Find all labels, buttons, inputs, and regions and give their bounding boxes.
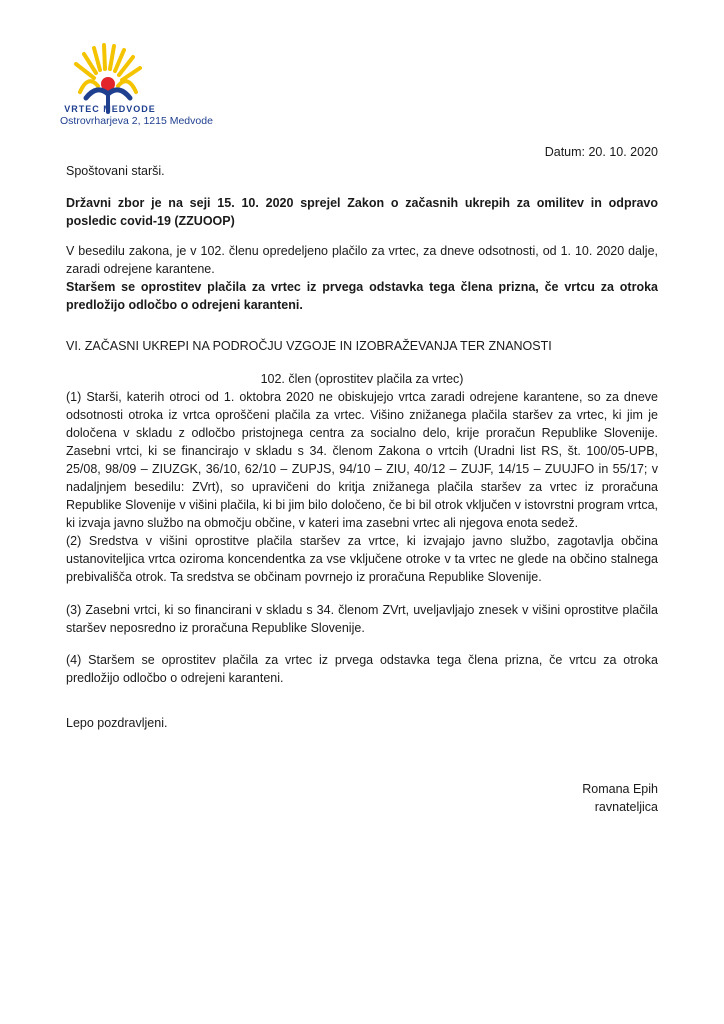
article-paragraph-4: (4) Staršem se oprostitev plačila za vrtec iz prvega odstavka tega člena prizna, če vrtcu za otroka predložijo odločbo o odrejeni karanteni.: [66, 653, 658, 685]
signatory-name: Romana Epih: [582, 782, 658, 796]
article-title: 102. člen (oprostitev plačila za vrtec): [260, 372, 464, 386]
law-summary-paragraph: [66, 242, 658, 314]
signature-block: [582, 780, 658, 816]
article-paragraph-3: (3) Zasebni vrtci, ki so financirani v skladu s 34. členom ZVrt, uveljavljajo znesek v višini oprostitve plačila staršev neposredno iz proračuna Republike Slovenije.: [66, 603, 658, 635]
law-summary-bold-text: Staršem se oprostitev plačila za vrtec iz prvega odstavka tega člena prizna, če vrtcu za otroka predložijo odločbo o odrejeni karanteni.: [66, 280, 658, 312]
logo-name-text: VRTEC MEDVODE: [64, 104, 156, 114]
logo-address: Ostrovrharjeva 2, 1215 Medvode: [60, 115, 213, 127]
article-paragraph-1: (1) Starši, katerih otroci od 1. oktobra 2020 ne obiskujejo vrtca zaradi odrejene karantene, so za dneve odsotnosti otroka iz vrtca oproščeni plačila za vrtec. Višino znižanega plačila staršev za vrtec, ki jim je določena v skladu z odločbo pristojnega centra za socialno delo, krije proračun Republike Slovenije. Zasebni vrtci, ki se financirajo v skladu s 34. členom Zakona o vrtcih (Uradni list RS, št. 100/05-UPB, 25/08, 98/09 – ZIUZGK, 36/10, 62/10 – ZUPJS, 94/10 – ZIU, 40/12 – ZUJF, 14/15 – ZUUJFO in 55/17; v nadaljnjem besedilu: ZVrt), so upravičeni do kritja znižanega plačila staršev za vrtec iz proračuna Republike Slovenije v višini plačila, ki bi jim bilo določeno, če bi bil otrok vključen v istovrstni program vrtca, ki izvaja javno službo na območju občine, v kateri ima zasebni vrtec ali njegova enota sedež.: [66, 390, 658, 530]
closing-greeting: Lepo pozdravljeni.: [66, 716, 168, 730]
document-date: Datum: 20. 10. 2020: [544, 145, 658, 159]
intro-announcement: Državni zbor je na seji 15. 10. 2020 sprejel Zakon o začasnih ukrepih za omilitev in odpravo posledic covid-19 (ZZUOOP): [66, 196, 658, 228]
greeting: Spoštovani starši.: [66, 164, 165, 178]
section-heading: VI. ZAČASNI UKREPI NA PODROČJU VZGOJE IN IZOBRAŽEVANJA TER ZNANOSTI: [66, 339, 552, 353]
article-paragraph-2: (2) Sredstva v višini oprostitve plačila staršev za vrtce, ki izvajajo javno službo, zagotavlja občina ustanoviteljica vrtca oziroma koncendentka za vse vključene otroke v ta vrtec ne glede na občino stalnega prebivališča otrok. Ta sredstva se občinam povrnejo iz proračuna Republike Slovenije.: [66, 534, 658, 584]
law-summary-text: V besedilu zakona, je v 102. členu opredeljeno plačilo za vrtec, za dneve odsotnosti, od 1. 10. 2020 dalje, zaradi odrejene karantene.: [66, 244, 658, 276]
signatory-title: ravnateljica: [594, 800, 658, 814]
